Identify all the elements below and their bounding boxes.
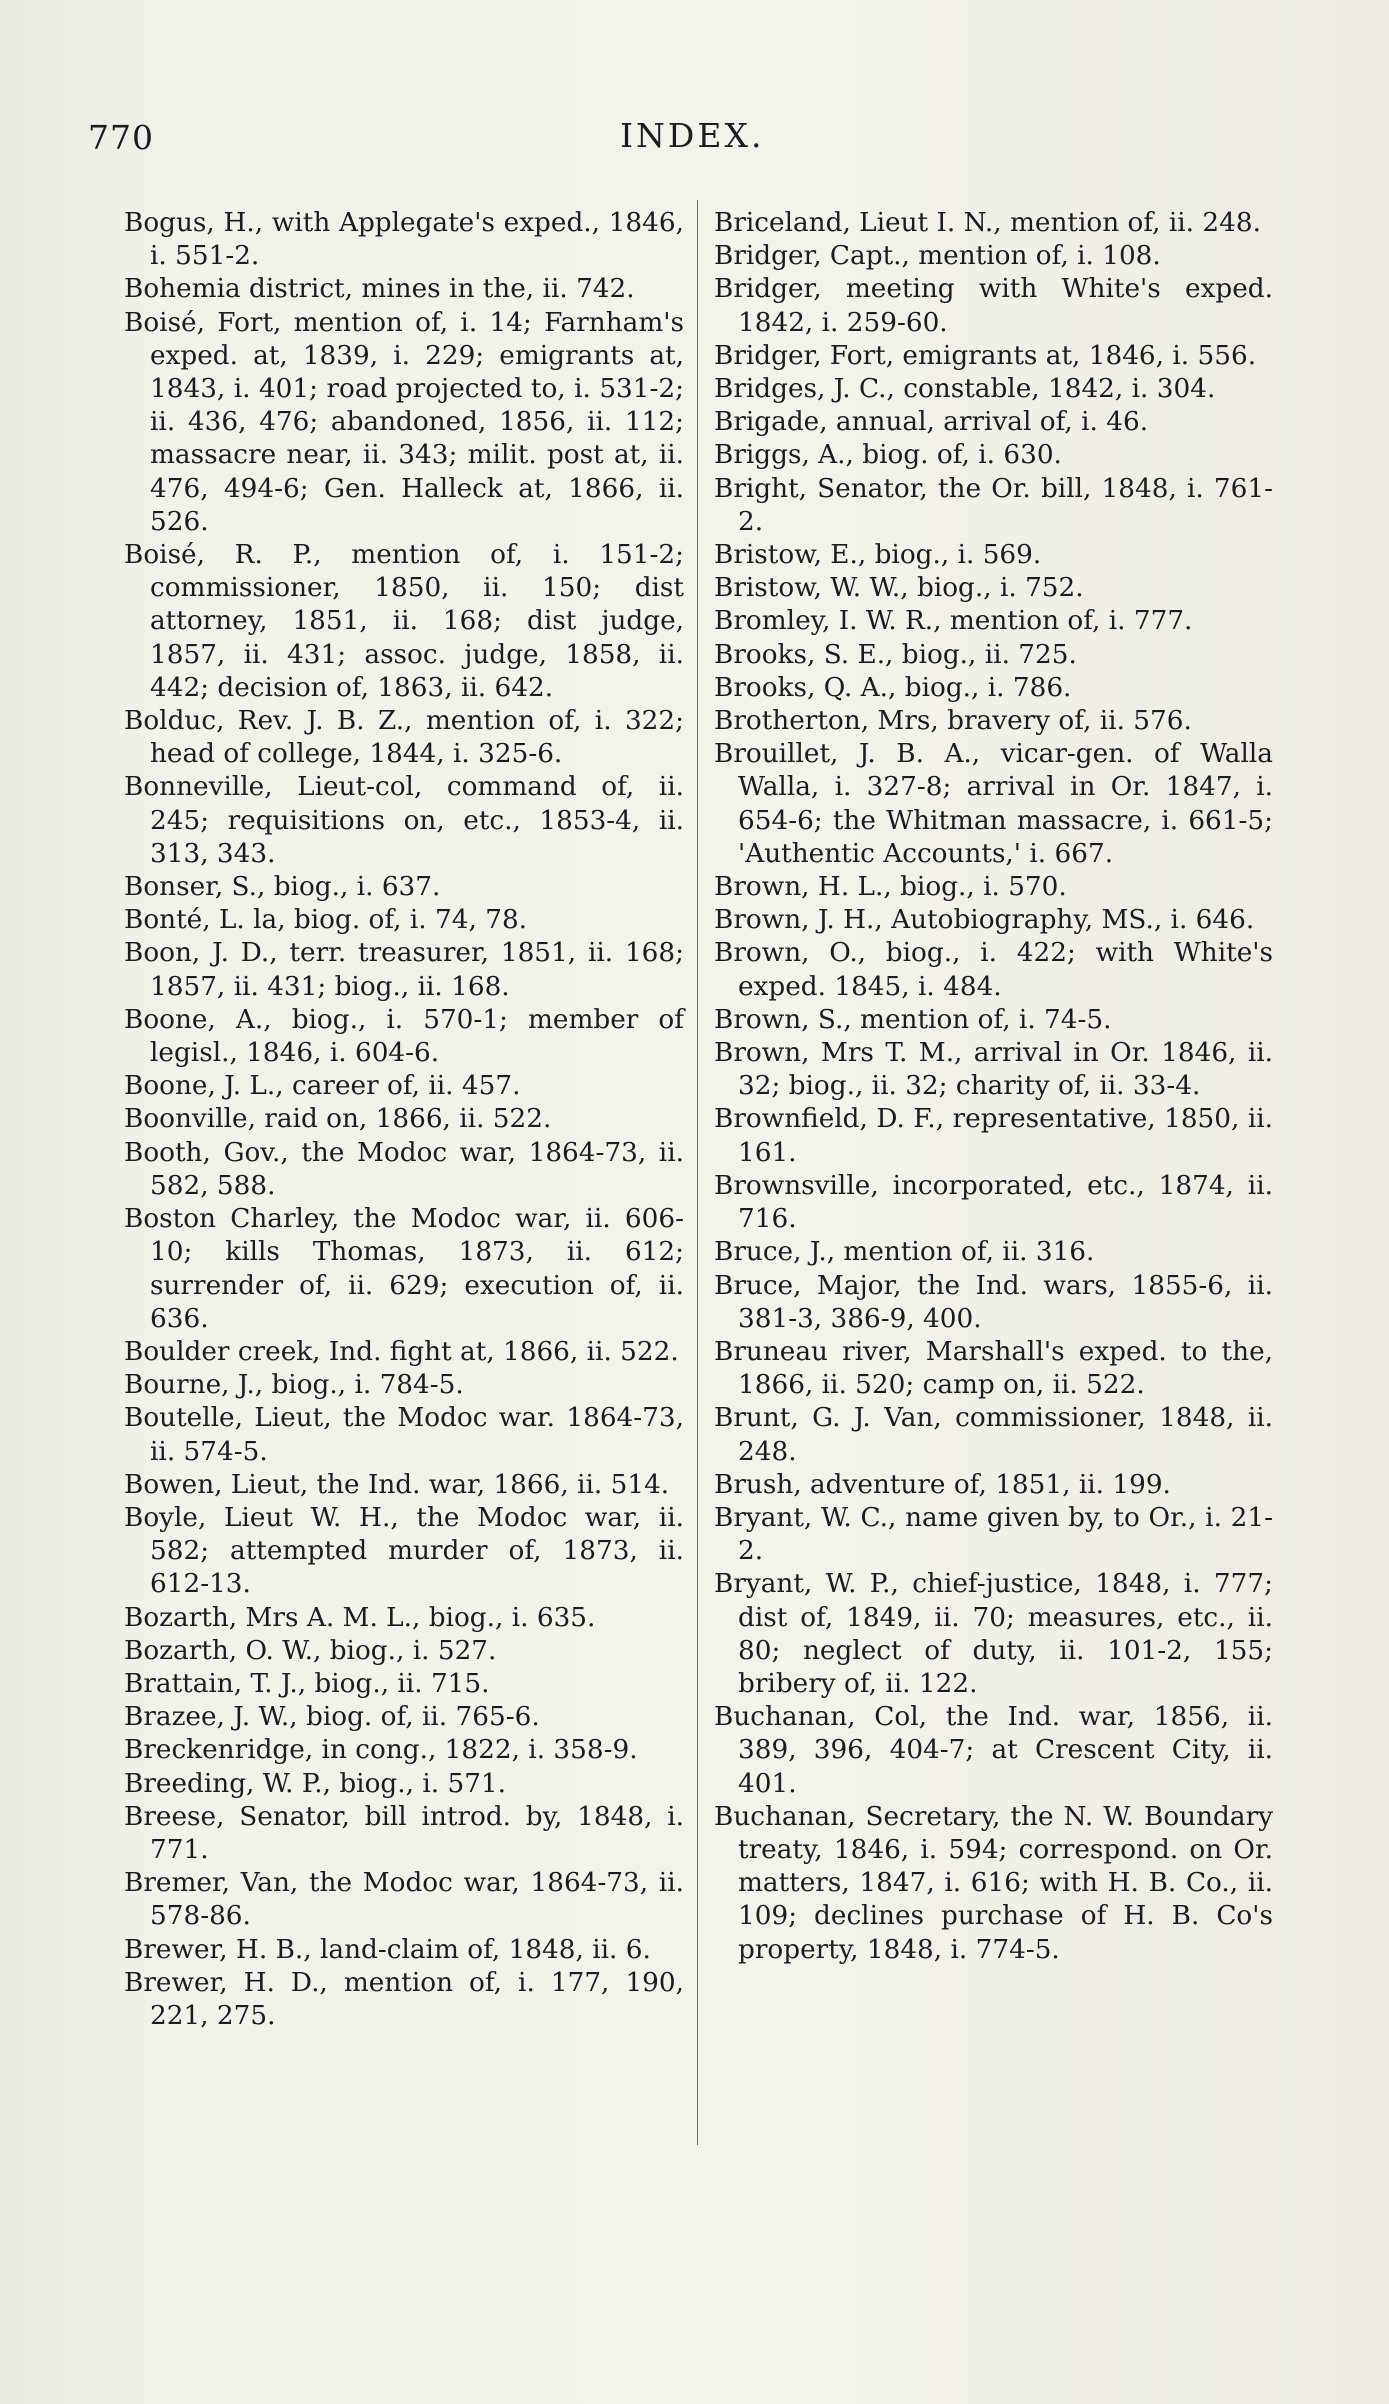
index-entry: Bromley, I. W. R., mention of, i. 777. (714, 606, 1193, 637)
page-heading: INDEX. (620, 116, 765, 155)
index-entry: Bruce, Major, the Ind. wars, 1855-6, ii. 381-3, 386-9, 400. (714, 1270, 1273, 1334)
index-entry: Boonville, raid on, 1866, ii. 522. (124, 1104, 552, 1135)
index-entry: Bozarth, O. W., biog., i. 527. (124, 1635, 497, 1666)
index-entry: Boulder creek, Ind. fight at, 1866, ii. 522. (124, 1336, 679, 1367)
index-column-left (124, 207, 684, 2033)
index-entry: Bourne, J., biog., i. 784-5. (124, 1370, 464, 1401)
index-entry: Brewer, H. D., mention of, i. 177, 190, 221, 275. (124, 1967, 684, 2031)
index-entry: Buchanan, Secretary, the N. W. Boundary treaty, 1846, i. 594; correspond. on Or. matters, 1847, i. 616; with H. B. Co., ii. 109; declines purchase of H. B. Co's property, 1848, i. 774-5. (714, 1801, 1273, 1965)
index-entry: Bonté, L. la, biog. of, i. 74, 78. (124, 905, 528, 936)
index-entry: Bogus, H., with Applegate's exped., 1846, i. 551-2. (124, 208, 684, 272)
index-entry: Boisé, Fort, mention of, i. 14; Farnham's exped. at, 1839, i. 229; emigrants at, 1843, i. 401; road projected to, i. 531-2; ii. 436, 476; abandoned, 1856, ii. 112; massacre near, ii. 343; milit. post at, ii. 476, 494-6; Gen. Halleck at, 1866, ii. 526. (124, 307, 684, 537)
index-entry: Brown, J. H., Autobiography, MS., i. 646. (714, 905, 1255, 936)
index-entry: Brazee, J. W., biog. of, ii. 765-6. (124, 1702, 540, 1733)
index-entry: Bristow, E., biog., i. 569. (714, 540, 1042, 571)
index-entry: Brigade, annual, arrival of, i. 46. (714, 407, 1149, 438)
index-entry: Brownsville, incorporated, etc., 1874, ii. 716. (714, 1170, 1273, 1235)
column-divider (697, 200, 698, 2145)
index-entry: Bohemia district, mines in the, ii. 742. (124, 274, 635, 305)
index-entry: Boutelle, Lieut, the Modoc war. 1864-73, ii. 574-5. (124, 1403, 684, 1467)
index-column-right (714, 207, 1273, 1967)
index-entry: Brown, S., mention of, i. 74-5. (714, 1004, 1112, 1035)
index-entry: Bruce, J., mention of, ii. 316. (714, 1237, 1095, 1268)
index-entry: Brooks, S. E., biog., ii. 725. (714, 639, 1077, 670)
index-entry: Booth, Gov., the Modoc war, 1864-73, ii. 582, 588. (124, 1137, 684, 1201)
index-entry: Bonser, S., biog., i. 637. (124, 872, 441, 903)
index-entry: Briceland, Lieut I. N., mention of, ii. 248. (714, 208, 1261, 238)
index-entry: Briggs, A., biog. of, i. 630. (714, 440, 1062, 471)
index-entry: Brownfield, D. F., representative, 1850, ii. 161. (714, 1104, 1273, 1168)
index-entry: Bryant, W. P., chief-justice, 1848, i. 777; dist of, 1849, ii. 70; measures, etc., ii. 80; neglect of duty, ii. 101-2, 155; bribery of, ii. 122. (714, 1569, 1273, 1699)
index-entry: Boston Charley, the Modoc war, ii. 606-10; kills Thomas, 1873, ii. 612; surrender of, ii. 629; execution of, ii. 636. (124, 1204, 684, 1334)
index-entry: Breeding, W. P., biog., i. 571. (124, 1768, 507, 1799)
index-entry: Bright, Senator, the Or. bill, 1848, i. 761-2. (714, 473, 1273, 537)
index-entry: Bridges, J. C., constable, 1842, i. 304. (714, 374, 1216, 405)
index-entry: Brown, H. L., biog., i. 570. (714, 872, 1067, 903)
index-entry: Bremer, Van, the Modoc war, 1864-73, ii. 578-86. (124, 1868, 684, 1932)
index-entry: Brotherton, Mrs, bravery of, ii. 576. (714, 706, 1192, 737)
index-entry: Breese, Senator, bill introd. by, 1848, i. 771. (124, 1801, 684, 1865)
index-entry: Boisé, R. P., mention of, i. 151-2; commissioner, 1850, ii. 150; dist attorney, 1851, ii. 168; dist judge, 1857, ii. 431; assoc. judge, 1858, ii. 442; decision of, 1863, ii. 642. (124, 540, 684, 703)
index-entry: Boone, A., biog., i. 570-1; member of legisl., 1846, i. 604-6. (124, 1004, 684, 1069)
page-number: 770 (88, 118, 154, 157)
index-entry: Bridger, Fort, emigrants at, 1846, i. 556. (714, 340, 1257, 371)
index-entry: Brouillet, J. B. A., vicar-gen. of Walla Walla, i. 327-8; arrival in Or. 1847, i. 654-6; the Whitman massacre, i. 661-5; 'Authentic Accounts,' i. 667. (714, 739, 1273, 869)
index-entry: Bowen, Lieut, the Ind. war, 1866, ii. 514. (124, 1469, 670, 1500)
index-entry: Boyle, Lieut W. H., the Modoc war, ii. 582; attempted murder of, 1873, ii. 612-13. (124, 1502, 684, 1600)
index-entry: Bryant, W. C., name given by, to Or., i. 21-2. (714, 1502, 1273, 1567)
index-entry: Bridger, Capt., mention of, i. 108. (714, 241, 1161, 272)
index-entry: Boon, J. D., terr. treasurer, 1851, ii. 168; 1857, ii. 431; biog., ii. 168. (124, 938, 684, 1002)
index-entry: Bonneville, Lieut-col, command of, ii. 245; requisitions on, etc., 1853-4, ii. 313, 343. (124, 772, 684, 869)
index-entry: Bozarth, Mrs A. M. L., biog., i. 635. (124, 1602, 596, 1633)
index-entry: Breckenridge, in cong., 1822, i. 358-9. (124, 1735, 638, 1766)
index-entry: Brush, adventure of, 1851, ii. 199. (714, 1469, 1171, 1500)
index-entry: Brown, O., biog., i. 422; with White's exped. 1845, i. 484. (714, 938, 1273, 1002)
index-entry: Brooks, Q. A., biog., i. 786. (714, 672, 1072, 703)
index-entry: Brewer, H. B., land-claim of, 1848, ii. 6. (124, 1934, 651, 1965)
index-entry: Bristow, W. W., biog., i. 752. (714, 573, 1084, 604)
index-entry: Brunt, G. J. Van, commissioner, 1848, ii. 248. (714, 1403, 1273, 1467)
index-entry: Brattain, T. J., biog., ii. 715. (124, 1668, 490, 1699)
index-entry: Brown, Mrs T. M., arrival in Or. 1846, ii. 32; biog., ii. 32; charity of, ii. 33-4. (714, 1038, 1273, 1102)
index-entry: Boone, J. L., career of, ii. 457. (124, 1071, 521, 1102)
index-entry: Bolduc, Rev. J. B. Z., mention of, i. 322; head of college, 1844, i. 325-6. (124, 706, 684, 770)
index-entry: Buchanan, Col, the Ind. war, 1856, ii. 389, 396, 404-7; at Crescent City, ii. 401. (714, 1702, 1273, 1799)
index-entry: Bruneau river, Marshall's exped. to the, 1866, ii. 520; camp on, ii. 522. (714, 1336, 1273, 1401)
index-entry: Bridger, meeting with White's exped. 1842, i. 259-60. (714, 274, 1273, 338)
